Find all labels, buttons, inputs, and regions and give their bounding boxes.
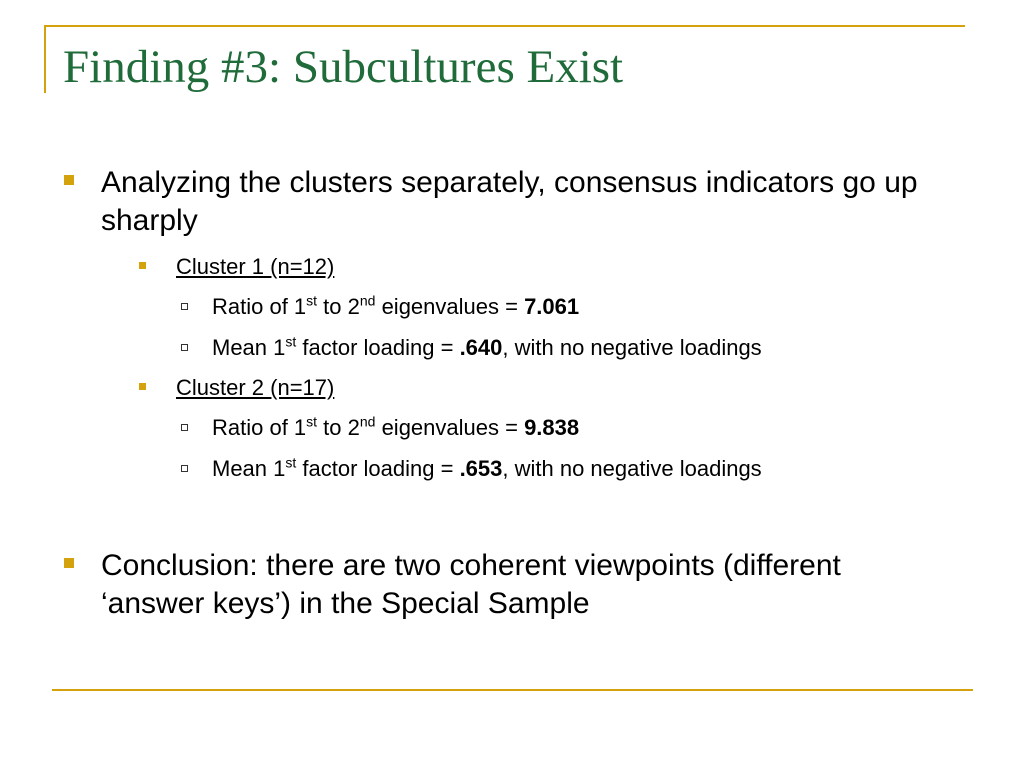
cluster2-ratio-text: Ratio of 1st to 2nd eigenvalues = 9.838 [212,413,580,440]
slide-title: Finding #3: Subcultures Exist [63,41,624,93]
cluster1-ratio-text: Ratio of 1st to 2nd eigenvalues = 7.061 [212,292,580,319]
cluster2-ratio-value: 9.838 [524,415,580,440]
hollow-square-bullet-icon [181,303,188,310]
cluster1-heading: Cluster 1 (n=12) [176,254,335,279]
cluster2-mean-text: Mean 1st factor loading = .653, with no negative loadings [212,454,762,481]
cluster1-ratio-value: 7.061 [524,294,580,319]
bullet-conclusion [64,547,944,623]
left-rule [44,25,46,93]
cluster2-ratio [181,415,579,441]
cluster2-heading: Cluster 2 (n=17) [176,375,335,400]
bullet-conclusion-text: Conclusion: there are two coherent viewpoints (different ‘answer keys’) in the Special Sample [101,549,841,620]
cluster1-mean-text: Mean 1st factor loading = .640, with no negative loadings [212,333,762,360]
hollow-square-bullet-icon [181,344,188,351]
square-bullet-icon [139,262,146,269]
square-bullet-icon [139,383,146,390]
cluster1-item [139,254,334,280]
cluster1-ratio [181,294,579,320]
bullet-analyzing [64,164,944,240]
bullet-analyzing-text: Analyzing the clusters separately, consensus indicators go up sharply [101,166,918,237]
hollow-square-bullet-icon [181,424,188,431]
square-bullet-icon [64,558,74,568]
hollow-square-bullet-icon [181,465,188,472]
cluster2-mean [181,456,762,482]
cluster1-mean-value: .640 [459,335,503,360]
bottom-rule [52,689,973,691]
cluster1-mean [181,335,762,361]
square-bullet-icon [64,175,74,185]
cluster2-item [139,375,334,401]
cluster2-mean-value: .653 [459,456,503,481]
top-rule [44,25,965,27]
